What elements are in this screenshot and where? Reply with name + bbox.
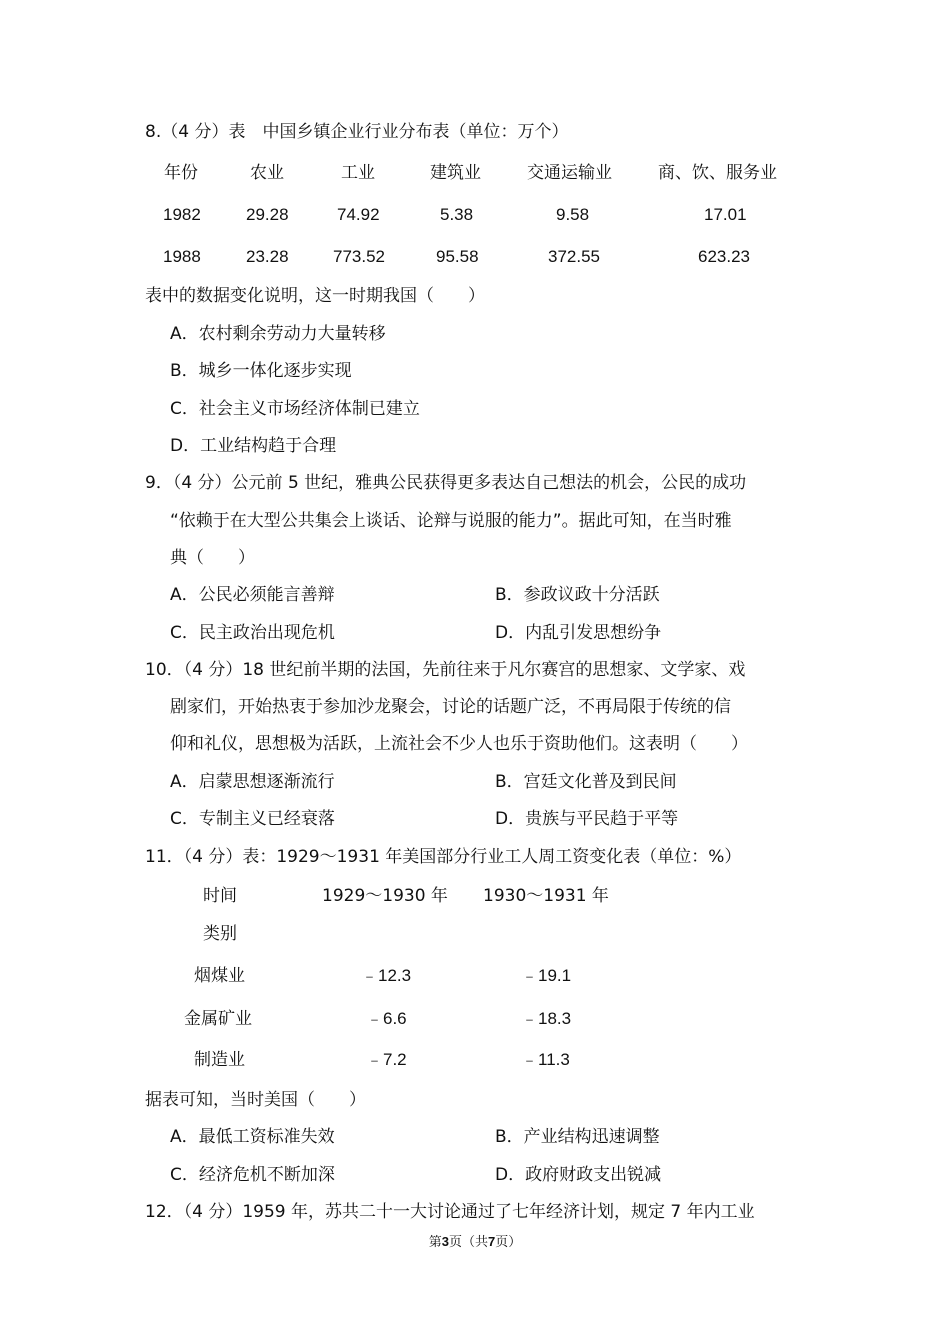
q11-stem: 11．（4 分）表：1929～1931 年美国部分行业工人周工资变化表（单位：%） (145, 847, 742, 867)
q11-header-period-1: 1929～1930 年 (322, 886, 448, 906)
q10-stem-line: 10．（4 分）18 世纪前半期的法国，先前往来于凡尔赛宫的思想家、文学家、戏 (145, 660, 746, 680)
q9-option-b[interactable]: B．参政议政十分活跃 (495, 585, 660, 605)
q10-stem-line: 剧家们，开始热衷于参加沙龙聚会，讨论的话题广泛，不再局限于传统的信 (170, 697, 731, 717)
q9-stem-line: 9．（4 分）公元前 5 世纪，雅典公民获得更多表达自己想法的机会，公民的成功 (145, 473, 747, 493)
q8-option-d[interactable]: D．工业结构趋于合理 (170, 436, 337, 456)
q11-row-label: 金属矿业 (184, 1009, 252, 1029)
q9-option-d[interactable]: D．内乱引发思想纷争 (495, 623, 662, 643)
q11-option-d[interactable]: D．政府财政支出锐减 (495, 1165, 662, 1185)
q8-cell: 9.58 (556, 205, 590, 224)
q9-option-c[interactable]: C．民主政治出现危机 (170, 623, 335, 643)
q11-cell: ﹣7.2 (366, 1050, 407, 1069)
q8-option-c[interactable]: C．社会主义市场经济体制已建立 (170, 399, 420, 419)
q8-cell: 95.58 (436, 247, 479, 266)
q8-header-transport: 交通运输业 (527, 163, 612, 183)
q11-cell: ﹣18.3 (521, 1009, 572, 1028)
q11-cell: ﹣11.3 (521, 1050, 570, 1069)
q8-cell: 23.28 (246, 247, 289, 266)
q8-cell: 17.01 (704, 205, 747, 224)
q9-option-a[interactable]: A．公民必须能言善辩 (170, 585, 335, 605)
footer-post: 页） (495, 1235, 522, 1250)
q11-option-c[interactable]: C．经济危机不断加深 (170, 1165, 335, 1185)
q9-stem-line: 典（ ） (170, 548, 255, 568)
q10-stem-line: 仰和礼仪，思想极为活跃，上流社会不少人也乐于资助他们。这表明（ ） (170, 734, 748, 754)
q8-header-industry: 工业 (341, 163, 375, 183)
q8-option-a[interactable]: A．农村剩余劳动力大量转移 (170, 324, 386, 344)
q11-option-b[interactable]: B．产业结构迅速调整 (495, 1127, 660, 1147)
q11-header-period-2: 1930～1931 年 (483, 886, 609, 906)
q8-stem: 8.（4 分）表 中国乡镇企业行业分布表（单位：万个） (145, 122, 569, 142)
footer-page-number: 3 (441, 1234, 449, 1249)
q9-stem-line: “依赖于在大型公共集会上谈话、论辩与说服的能力”。据此可知，在当时雅 (170, 511, 732, 531)
q11-row-label: 制造业 (194, 1050, 245, 1070)
q8-cell: 1982 (163, 205, 201, 224)
q10-option-c[interactable]: C．专制主义已经衰落 (170, 809, 335, 829)
q8-header-year: 年份 (164, 163, 198, 183)
q12-stem-line: 12．（4 分）1959 年，苏共二十一大讨论通过了七年经济计划，规定 7 年内工业 (145, 1202, 755, 1222)
q8-cell: 623.23 (698, 247, 750, 266)
q8-cell: 372.55 (548, 247, 600, 266)
footer-mid: 页（共 (448, 1235, 488, 1250)
q11-cell: ﹣6.6 (366, 1009, 407, 1028)
q8-cell: 773.52 (333, 247, 385, 266)
q11-cell: ﹣12.3 (361, 966, 412, 985)
q10-option-d[interactable]: D．贵族与平民趋于平等 (495, 809, 679, 829)
q8-cell: 29.28 (246, 205, 289, 224)
q11-header-time: 时间 (203, 886, 237, 906)
q11-option-a[interactable]: A．最低工资标准失效 (170, 1127, 335, 1147)
page-footer (0, 1231, 950, 1254)
q10-option-b[interactable]: B．宫廷文化普及到民间 (495, 772, 677, 792)
q11-cell: ﹣19.1 (521, 966, 572, 985)
footer-total-pages: 7 (488, 1234, 496, 1249)
q10-option-a[interactable]: A．启蒙思想逐渐流行 (170, 772, 335, 792)
q8-cell: 74.92 (337, 205, 380, 224)
footer-pre: 第 (428, 1235, 442, 1250)
q8-cell: 5.38 (440, 205, 474, 224)
q11-question: 据表可知，当时美国（ ） (145, 1090, 366, 1110)
q8-cell: 1988 (163, 247, 201, 266)
q8-option-b[interactable]: B．城乡一体化逐步实现 (170, 361, 352, 381)
q8-question: 表中的数据变化说明，这一时期我国（ ） (145, 286, 485, 306)
q8-header-construction: 建筑业 (430, 163, 481, 183)
q11-row-label: 烟煤业 (194, 966, 245, 986)
q8-header-agriculture: 农业 (250, 163, 284, 183)
q8-header-services: 商、饮、服务业 (658, 163, 777, 183)
q11-header-category: 类别 (203, 924, 237, 944)
